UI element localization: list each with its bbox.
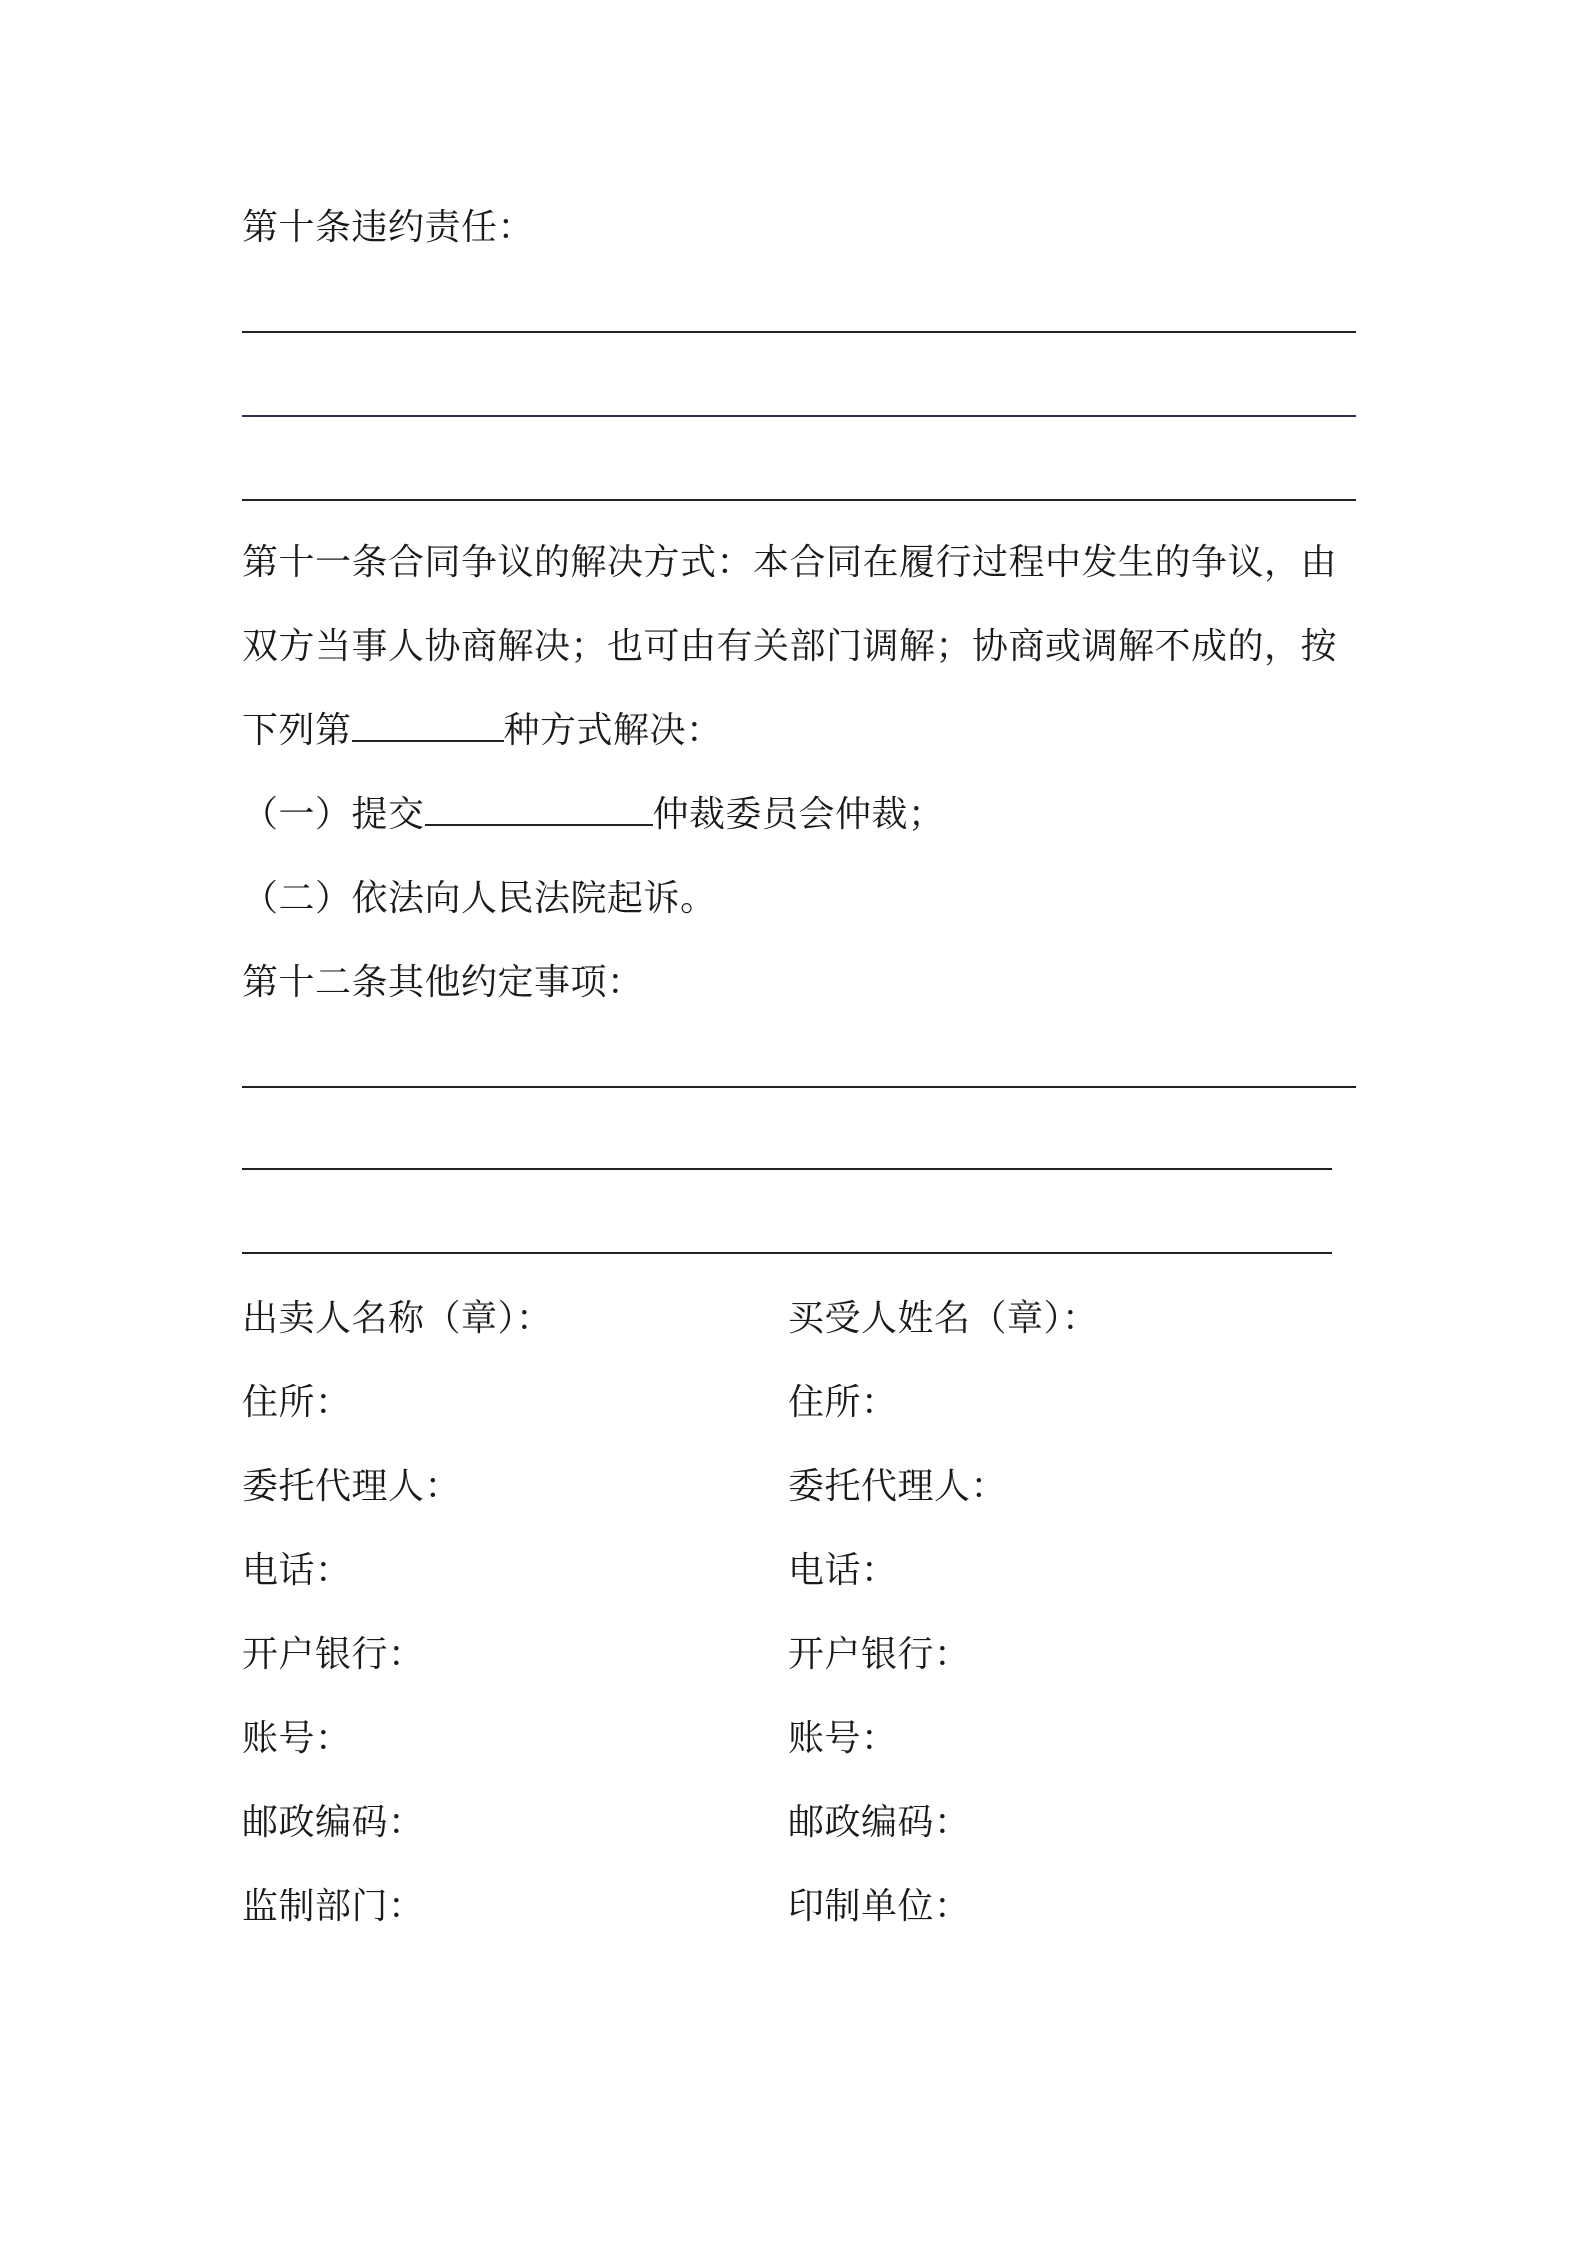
buyer-agent-label: 委托代理人： xyxy=(788,1466,1008,1507)
seller-agent-label: 委托代理人： xyxy=(242,1466,462,1507)
article12-blank-line-2[interactable] xyxy=(242,1168,1332,1170)
buyer-postcode-label: 邮政编码： xyxy=(788,1802,971,1843)
article10-blank-line-1[interactable] xyxy=(242,331,1356,333)
seller-account-label: 账号： xyxy=(242,1718,352,1759)
supervisor-label: 监制部门： xyxy=(242,1886,425,1927)
article11-option-2: （二）依法向人民法院起诉。 xyxy=(242,878,717,919)
method-number-blank[interactable] xyxy=(352,708,504,742)
seller-postcode-label: 邮政编码： xyxy=(242,1802,425,1843)
buyer-bank-label: 开户银行： xyxy=(788,1634,971,1675)
buyer-address-label: 住所： xyxy=(788,1382,898,1423)
article12-title: 第十二条其他约定事项： xyxy=(242,962,644,1003)
article11-line3-prefix: 下列第 xyxy=(242,710,352,751)
article12-blank-line-3[interactable] xyxy=(242,1252,1332,1254)
article12-blank-line-1[interactable] xyxy=(242,1086,1356,1088)
buyer-phone-label: 电话： xyxy=(788,1550,898,1591)
seller-address-label: 住所： xyxy=(242,1382,352,1423)
option1-suffix: 仲裁委员会仲裁； xyxy=(652,794,945,835)
article11-paragraph-line-3 xyxy=(242,708,723,754)
buyer-account-label: 账号： xyxy=(788,1718,898,1759)
buyer-name-label: 买受人姓名（章）： xyxy=(788,1298,1099,1339)
article11-line3-suffix: 种方式解决： xyxy=(503,710,723,751)
seller-bank-label: 开户银行： xyxy=(242,1634,425,1675)
option1-prefix: （一）提交 xyxy=(242,794,425,835)
article11-paragraph-line-2: 双方当事人协商解决；也可由有关部门调解；协商或调解不成的，按 xyxy=(242,626,1338,667)
seller-phone-label: 电话： xyxy=(242,1550,352,1591)
seller-name-label: 出卖人名称（章）： xyxy=(242,1298,553,1339)
article10-title: 第十条违约责任： xyxy=(242,207,535,248)
article11-option-1 xyxy=(242,792,945,838)
article10-blank-line-2[interactable] xyxy=(242,415,1356,417)
article10-blank-line-3[interactable] xyxy=(242,499,1356,501)
printer-label: 印制单位： xyxy=(788,1886,971,1927)
arbitration-committee-blank[interactable] xyxy=(425,792,653,826)
article11-paragraph-line-1: 第十一条合同争议的解决方式：本合同在履行过程中发生的争议，由 xyxy=(242,542,1338,583)
